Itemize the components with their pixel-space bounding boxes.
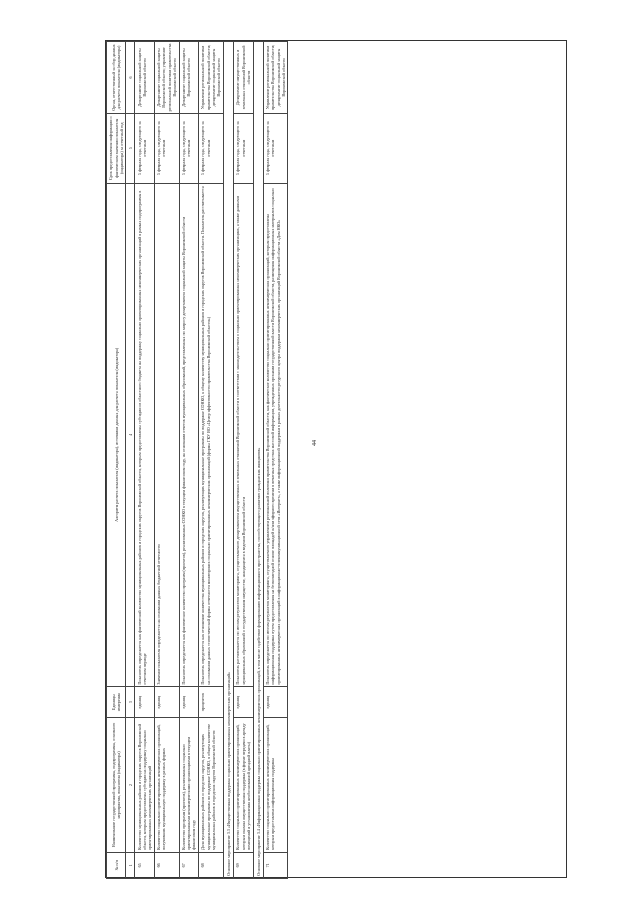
table-row [154,42,179,879]
column-number: 4 [126,183,135,687]
row-number: 66 [154,852,179,878]
indicator-name: Количество социально ориентированных некоммерческих организаций, которым оказана имущественная поддержка (в форме передачи в аренду помещений и установления необоснованной арендной платы) [234,718,253,852]
row-number: 65 [135,852,154,878]
column-number: 6 [126,42,135,114]
unit: процентов [199,687,224,718]
row-number: 69 [234,852,253,878]
algorithm: Показатель определяется как фактическое количество программ (проектов), реализованных СОНКО в текущем финансовом году, на основании отчетов муниципальных образований, представленных по запросу департамента социальной защиты Воронежской области [179,183,198,687]
responsible-organ: Управление региональной политики правительства Воронежской области; департамент социальной защиты Воронежской области [263,42,288,114]
deadline: 5 февраля года, следующего за отчетным [199,113,224,183]
header-organ: Орган, ответственный за сбор данных для расчета показателя (индикатора) [107,42,126,114]
deadline: 5 февраля года, следующего за отчетным [234,113,253,183]
table-row [179,42,198,879]
unit: единиц [263,687,288,718]
table-row [234,42,253,879]
header-algorithm: Алгоритм расчета показателя (индикатора), источники данных для расчета показателя (индикатора) [107,183,126,687]
algorithm: Показатель определяется по итогам результатов мониторинга, осуществляемого управлением региональной политики правительства Воронежской области, как фактическое количество социально ориентированных некоммерческих организаций, которым предоставлена информационная поддержка путем предоставления на безвозмездной основе площадей и/или эфирного времени в печатных средствах массовой информации, учрежденных органами государственной власти Воронежской области, размещения информационных материалов социально ориентированных некоммерческих организаций в информационно-телекоммуникационной сети «Интернет», а также информационной поддержки в рамках деятельности ресурсного центра поддержки некоммерческих организаций Воронежской области «Дом НКО» [263,183,288,687]
unit: единиц [154,687,179,718]
header-name: Наименование государственной программы, подпрограммы, основного мероприятия, показателя (индикатора) [107,718,126,852]
deadline: 5 февраля года, следующего за отчетным [154,113,179,183]
responsible-organ: Управление региональной политики правительства Воронежской области; департамент социальной защиты Воронежской области [199,42,224,114]
algorithm: Показатель определяется как фактический количество муниципальных районов и городских округов Воронежской области, которым предоставлены субсидии из областного бюджета на поддержку социально ориентированных некоммерческих организаций в рамках подпрограммы в отчетном периоде [135,183,154,687]
section-title: Основное мероприятие 3.4 «Информационная поддержка социально ориентированных некоммерческих организаций, в том числе содействие формированию информационного пространства, способствующего развитию гражданских инициатив» [253,42,263,879]
indicator-name: Количество социально ориентированных некоммерческих организаций, которым предоставлена информационная поддержка [263,718,288,852]
row-number: 67 [179,852,198,878]
unit: единиц [179,687,198,718]
section-row [253,42,263,879]
row-number: 71 [263,852,288,878]
row-number: 68 [199,852,224,878]
indicator-name: Количество программ (проектов), реализованных социально ориентированными некоммерческими организациями в текущем финансовом году [179,718,198,852]
deadline: 5 февраля года, следующего за отчетным [263,113,288,183]
algorithm: Показатель рассчитывается по итогам результатов мониторинга, осуществляемого департаментом имущественных и земельных отношений Воронежской области в соответствии с законодательством о социально ориентированных некоммерческих организациях, а также данными муниципальных образований о государственном имуществе, находящемся в ведении Воронежской области [234,183,253,687]
header-deadline: Срок предоставления информации о фактическом значении показателя (индикатора) за отчетный год [107,113,126,183]
column-number: 5 [126,113,135,183]
column-number: 3 [126,687,135,718]
responsible-organ: Департамент социальной защиты Воронежской области [179,42,198,114]
indicator-name: Количество социально ориентированных некоммерческих организаций, получивших муниципальную поддержку в разных формах [154,718,179,852]
responsible-organ: Департамент социальной защиты Воронежской области [135,42,154,114]
unit: единиц [135,687,154,718]
column-number: 1 [126,852,135,878]
table-row [199,42,224,879]
page-number: 44 [312,440,318,446]
indicators-table-frame [105,40,567,878]
section-title: Основное мероприятие 3.3 «Имущественная поддержка социально ориентированных некоммерческих организаций» [223,42,233,879]
deadline: 5 февраля года, следующего за отчетным [179,113,198,183]
responsible-organ: Департамент социальной защиты Воронежской области; управление региональной политики правительства Воронежской области [154,42,179,114]
table-row [135,42,154,879]
column-number-row [126,42,135,879]
unit: единиц [234,687,253,718]
indicator-name: Доля муниципальных районов и городских округов, реализующих муниципальные программы по поддержке СОНКО, в общем количестве муниципальных районов и городских округов Воронежской области [199,718,224,852]
algorithm: Значение показателя определяется на основании данных бюджетной отчетности [154,183,179,687]
column-number: 2 [126,718,135,852]
section-row [223,42,233,879]
indicators-table [106,41,288,879]
responsible-organ: Департамент имущественных и земельных отношений Воронежской области [234,42,253,114]
table-row [263,42,288,879]
algorithm: Показатель определяется как отношение количества муниципальных районов и городских округов, реализующих муниципальные программы по поддержке СОНКО, к общему количеству муниципальных районов и городских округов Воронежской области. Показатель рассчитывается на основании данных статистической формы отчетности мониторинга социально ориентированных некоммерческих организаций (формы ГКУ ВО «Центр эффективности правительства Воронежской области») [199,183,224,687]
deadline: 5 февраля года, следующего за отчетным [135,113,154,183]
header-number: № п/п [107,852,126,878]
table-header-row [107,42,126,879]
header-unit: Единицы измерения [107,687,126,718]
indicator-name: Количество муниципальных районов и городских округов Воронежской области, которым предоставлены субсидии на поддержку социально ориентированных некоммерческих организаций [135,718,154,852]
rotated-table-container [106,41,568,879]
